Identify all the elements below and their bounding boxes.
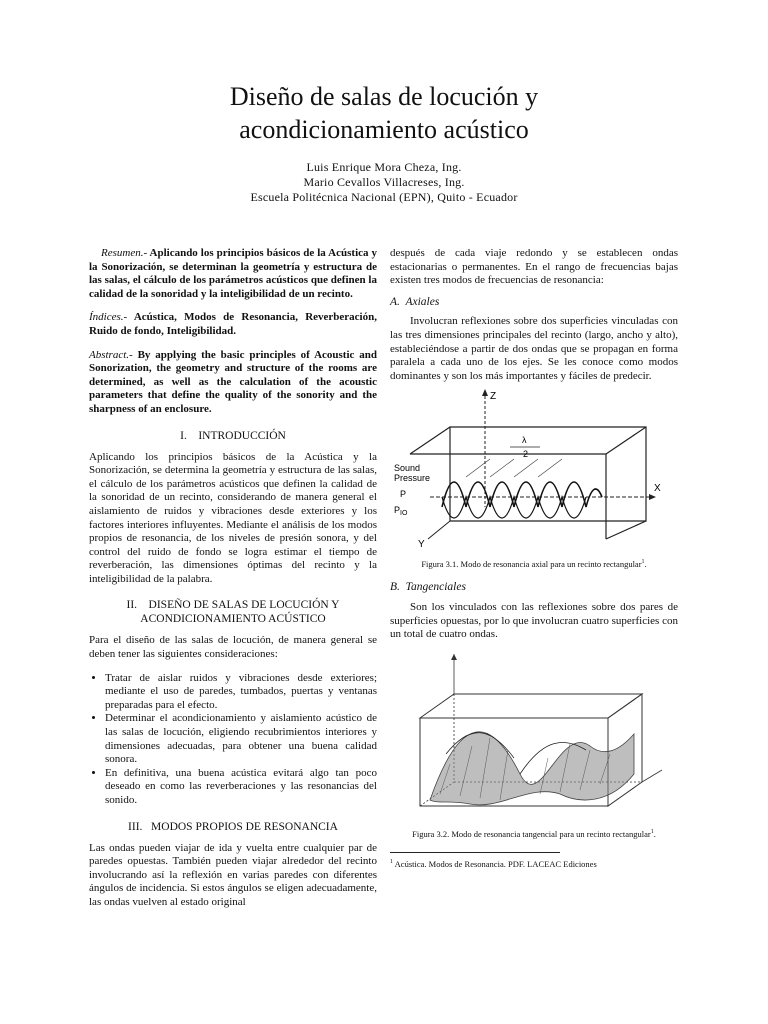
axis-x-label: X bbox=[654, 483, 661, 495]
indices-text: Acústica, Modos de Resonancia, Reverberación, Ruido de fondo, Inteligibilidad. bbox=[89, 311, 377, 337]
p-label: P bbox=[400, 489, 407, 500]
figure-1-caption-ref: 1 bbox=[641, 558, 645, 565]
abstract-text: By applying the basic principles of Acoustic and Sonorization, the geometry and structure of the rooms are determined, as well as the calculation of the acoustic parameters that define the quality of the sonority and the sharpness of an enclosure. bbox=[89, 348, 378, 415]
indices-paragraph bbox=[89, 311, 377, 338]
indices-label: Índices.- bbox=[89, 311, 128, 324]
y-axis bbox=[428, 521, 450, 539]
abstract-paragraph bbox=[89, 349, 377, 417]
section-1-text: Aplicando los principios básicos de la Acústica y la Sonorización, se determina la geometría y estructura de las salas, el cálculo de los parámetros acústicos que definen la calidad de la sonoridad de un recinto, considerando de manera general el aislamiento de ruidos y vibraciones desde exteriores y los factores interiores influyentes. Mediante el análisis de los modos propios de resonancia, de los niveles de presión sonora, y del control del ruido de fondo se logra estimar el tiempo de reverberación, las dimensiones óptimas del recinto y la inteligibilidad de la palabra. bbox=[89, 450, 377, 585]
subsection-b-text: Son los vinculados con las reflexiones sobre dos pares de superficies opuestas, por lo que involucran cuatro superficies con un total de cuatro ondas. bbox=[390, 600, 678, 641]
affiliation: Escuela Politécnica Nacional (EPN), Quito - Ecuador bbox=[250, 190, 518, 204]
footnote-divider bbox=[390, 852, 560, 853]
author-block bbox=[0, 160, 768, 205]
wave-surface-hatch bbox=[466, 459, 562, 477]
section-3-text-left: Las ondas pueden viajar de ida y vuelta entre cualquier par de paredes opuestas. También pueden viajar alrededor del recinto involucrando así la reflexión en varias paredes con diferentes ángulos de incidencia. Si estos ángulos se eligen adecuadamente, las ondas vuelven al estado original bbox=[89, 841, 377, 908]
list-item: • Tratar de aislar ruidos y vibraciones desde exteriores; mediante el uso de paredes, tumbados, puertas y ventanas preparadas para el efecto. bbox=[105, 672, 377, 713]
resumen-label: Resumen.- bbox=[101, 247, 148, 259]
box-edge-top-right bbox=[606, 427, 646, 454]
section-2-heading bbox=[89, 598, 377, 626]
author-1: Luis Enrique Mora Cheza, Ing. bbox=[306, 160, 462, 174]
box-top-face bbox=[420, 694, 642, 718]
list-item: • En definitiva, una buena acústica evitará algo tan poco deseado en como las reverberaciones y las resonancias del sonido. bbox=[105, 767, 377, 808]
resumen-paragraph bbox=[89, 247, 377, 301]
box-edge-bottom-right bbox=[606, 521, 646, 539]
p0-label bbox=[394, 505, 408, 517]
figure-2-caption-ref: 1 bbox=[650, 829, 654, 836]
figure-2-caption: Figura 3.2. Modo de resonancia tangencial para un recinto rectangular$^1$. bbox=[412, 829, 656, 840]
figure-tangential-mode bbox=[390, 654, 666, 820]
title-line-2: acondicionamiento acústico bbox=[239, 115, 529, 144]
section-3-heading: III. MODOS PROPIOS DE RESONANCIA bbox=[128, 820, 338, 833]
sound-label: Sound bbox=[394, 463, 421, 474]
axis-y-label: Y bbox=[418, 539, 425, 550]
subsection-a-heading: A. Axiales bbox=[390, 295, 440, 308]
subsection-a-text: Involucran reflexiones sobre dos superficies vinculadas con las tres dimensiones principales del recinto (largo, ancho y alto), estableciéndose a partir de dos ondas que se propagan en forma paralela a cada uno de los ejes. Se les conoce como modos dominantes y son los más importantes y fáciles de predecir. bbox=[390, 315, 678, 382]
standing-wave-front bbox=[442, 482, 602, 507]
box-edge-top-left bbox=[410, 427, 450, 454]
lambda-label: λ bbox=[522, 435, 527, 446]
p0-letter: P bbox=[394, 505, 401, 516]
abstract-label: Abstract.- bbox=[89, 348, 133, 361]
section-2-heading-line-2: ACONDICIONAMIENTO ACÚSTICO bbox=[140, 613, 326, 626]
box-back-face bbox=[450, 427, 646, 521]
figure-1-caption-text: Figura 3.1. Modo de resonancia axial para un recinto rectangular bbox=[421, 558, 642, 569]
pressure-label: Pressure bbox=[394, 473, 431, 484]
left-column bbox=[89, 247, 377, 910]
figure-axial-mode bbox=[390, 389, 666, 549]
z-axis-stub-arrow bbox=[451, 654, 457, 660]
axis-z-label: Z bbox=[490, 391, 497, 403]
right-column bbox=[390, 247, 678, 871]
title-line-1: Diseño de salas de locución y bbox=[229, 82, 539, 111]
author-2: Mario Cevallos Villacreses, Ing. bbox=[303, 175, 465, 189]
footnote bbox=[390, 856, 678, 871]
section-2-heading-line-1: II. DISEÑO DE SALAS DE LOCUCIÓN Y bbox=[126, 599, 340, 612]
section-1-heading: I. INTRODUCCIÓN bbox=[180, 429, 286, 442]
figure-1-caption: Figura 3.1. Modo de resonancia axial para un recinto rectangular$^1$. bbox=[421, 558, 647, 569]
footnote-ref: 1 bbox=[390, 858, 393, 865]
paper-title bbox=[0, 80, 768, 146]
lambda-denominator: 2 bbox=[523, 449, 529, 460]
z-axis-arrow bbox=[482, 389, 488, 396]
list-item: • Determinar el acondicionamiento y aislamiento acústico de las salas de locución, eligiendo recubrimientos interiores y dimensiones adecuadas, para obtener una buena calidad sonora. bbox=[105, 712, 377, 766]
p0-subscript: IO bbox=[400, 510, 408, 518]
footnote-text: Acústica. Modos de Resonancia. PDF. LACEAC Ediciones bbox=[394, 858, 597, 869]
consideraciones-list bbox=[89, 672, 377, 808]
x-axis-stub bbox=[642, 770, 662, 782]
section-2-intro: Para el diseño de las salas de locución, de manera general se deben tener las siguientes consideraciones: bbox=[89, 634, 377, 661]
section-3-text-right: después de cada viaje redondo y se establecen ondas estacionarias o permanentes. En el rango de frecuencias bajas existen tres modos de frecuencias de resonancia: bbox=[390, 247, 678, 287]
figure-2-caption-text: Figura 3.2. Modo de resonancia tangencial para un recinto rectangular bbox=[412, 829, 651, 840]
x-axis-arrow bbox=[649, 494, 656, 500]
resumen-text: Aplicando los principios básicos de la Acústica y la Sonorización, se determinan la geometría y estructura de las salas, el cálculo de los parámetros acústicos que definen la calidad de la sonoridad y la inteligibilidad de un recinto. bbox=[89, 247, 377, 300]
subsection-b-heading: B. Tangenciales bbox=[390, 581, 466, 594]
